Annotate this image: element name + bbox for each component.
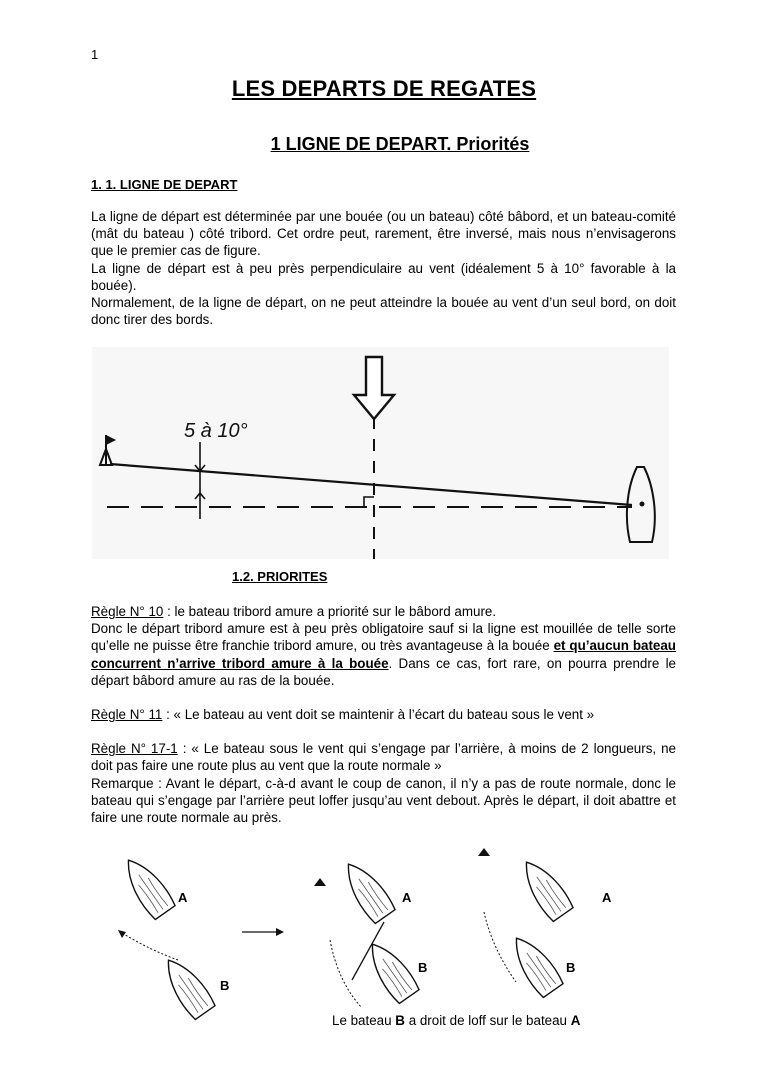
- remark: Remarque : Avant le départ, c-à-d avant le coup de canon, il n’y a pas de route normale, donc le bateau qui s’engage par l’arrière peut loffer jusqu’au vent debout. Après le départ, il doit abattre et faire une route normale au près.: [91, 775, 676, 826]
- page-title-text: LES DEPARTS DE REGATES: [231, 76, 537, 101]
- label-a-1: A: [178, 890, 188, 905]
- rule-17-1-ref: Règle N° 17-1: [91, 741, 178, 757]
- track-dotted-3: [484, 912, 516, 982]
- rule-10-explanation: [91, 620, 676, 689]
- label-b-1: B: [220, 978, 230, 993]
- section-1-2-body: [91, 603, 676, 826]
- wind-arrow-icon: [354, 357, 394, 419]
- chapter-title-text: 1 LIGNE DE DEPART. Priorités: [270, 134, 530, 154]
- rule-10-text: : le bateau tribord amure a priorité sur le bâbord amure.: [163, 604, 497, 619]
- start-line: [110, 464, 632, 505]
- section-1-1-body: [91, 208, 676, 328]
- rule-11: [91, 706, 676, 723]
- boat-a-3: [515, 854, 574, 922]
- paragraph-line-definition: La ligne de départ est déterminée par une bouée (ou un bateau) côté bâbord, et un bateau-comité (mât du bateau ) côté tribord. Cet ordre peut, rarement, être inversé, mais nous n’envisagerons que le premier cas de figure.: [91, 209, 676, 259]
- rule-17-1-text: : « Le bateau sous le vent qui s’engage par l’arrière, à moins de 2 longueurs, ne doit pas faire une route plus au vent que la route normale »: [91, 741, 676, 774]
- boat-a-2: [337, 856, 396, 924]
- boat-b-3: [505, 930, 564, 998]
- paragraph-tacking: Normalement, de la ligne de départ, on ne peut atteindre la bouée au vent d’un seul bord, on doit donc tirer des bords.: [91, 295, 676, 328]
- start-line-diagram: [92, 347, 669, 559]
- wind-mark-3: [478, 848, 490, 856]
- section-1-1-heading: 1. 1. LIGNE DE DEPART: [91, 177, 238, 192]
- boat-a-1: [117, 852, 176, 920]
- chapter-title: [0, 134, 768, 155]
- section-1-2-heading: 1.2. PRIORITES: [232, 569, 328, 584]
- diagram-caption: [332, 1013, 580, 1028]
- right-angle-mark: [364, 497, 374, 507]
- label-a-2: A: [402, 890, 412, 905]
- label-b-3: B: [566, 960, 576, 975]
- start-line-sketch: [92, 347, 669, 559]
- page-title: [0, 76, 768, 102]
- label-a-3: A: [602, 890, 612, 905]
- rule-10-expl-a: Donc le départ tribord amure est à peu près obligatoire sauf si la ligne est mouillée de telle sorte qu’elle ne puisse être franchie tribord amure, ou très avantageuse à la bouée: [91, 621, 676, 654]
- rule-10-ref: Règle N° 10: [91, 604, 164, 619]
- track-dotted-1: [122, 933, 178, 960]
- wind-mark-2: [314, 878, 326, 886]
- caption-part-2: a droit de loff sur le bateau: [404, 1013, 571, 1028]
- rule-11-text: : « Le bateau au vent doit se maintenir à l’écart du bateau sous le vent »: [162, 707, 595, 723]
- caption-boat-b: B: [395, 1013, 405, 1028]
- paragraph-line-orientation: La ligne de départ est à peu près perpendiculaire au vent (idéalement 5 à 10° favorable à la bouée).: [91, 260, 676, 293]
- label-b-2: B: [418, 960, 428, 975]
- boat-b-1: [157, 952, 216, 1020]
- track-arrow-1: [118, 930, 126, 938]
- boats-sketch: [100, 840, 660, 1030]
- rule-11-ref: Règle N° 11: [91, 707, 163, 723]
- track-dotted-2: [330, 940, 362, 1008]
- page-number: 1: [91, 47, 99, 62]
- rule-10-expl-b: . Dans ce cas, fort rare, on pourra prendre le départ bâbord amure au ras de la bouée.: [91, 655, 676, 688]
- angle-label: 5 à 10°: [184, 420, 248, 442]
- luff-right-diagram: [100, 840, 660, 1030]
- caption-part-1: Le bateau: [332, 1013, 396, 1028]
- buoy-flag-icon: [100, 435, 116, 465]
- rule-10-expl-bold: et qu’aucun bateau concurrent n’arrive tribord amure à la bouée: [91, 638, 676, 671]
- rule-17-1: [91, 740, 676, 774]
- rule-10: [91, 603, 676, 620]
- caption-boat-a: A: [570, 1013, 581, 1028]
